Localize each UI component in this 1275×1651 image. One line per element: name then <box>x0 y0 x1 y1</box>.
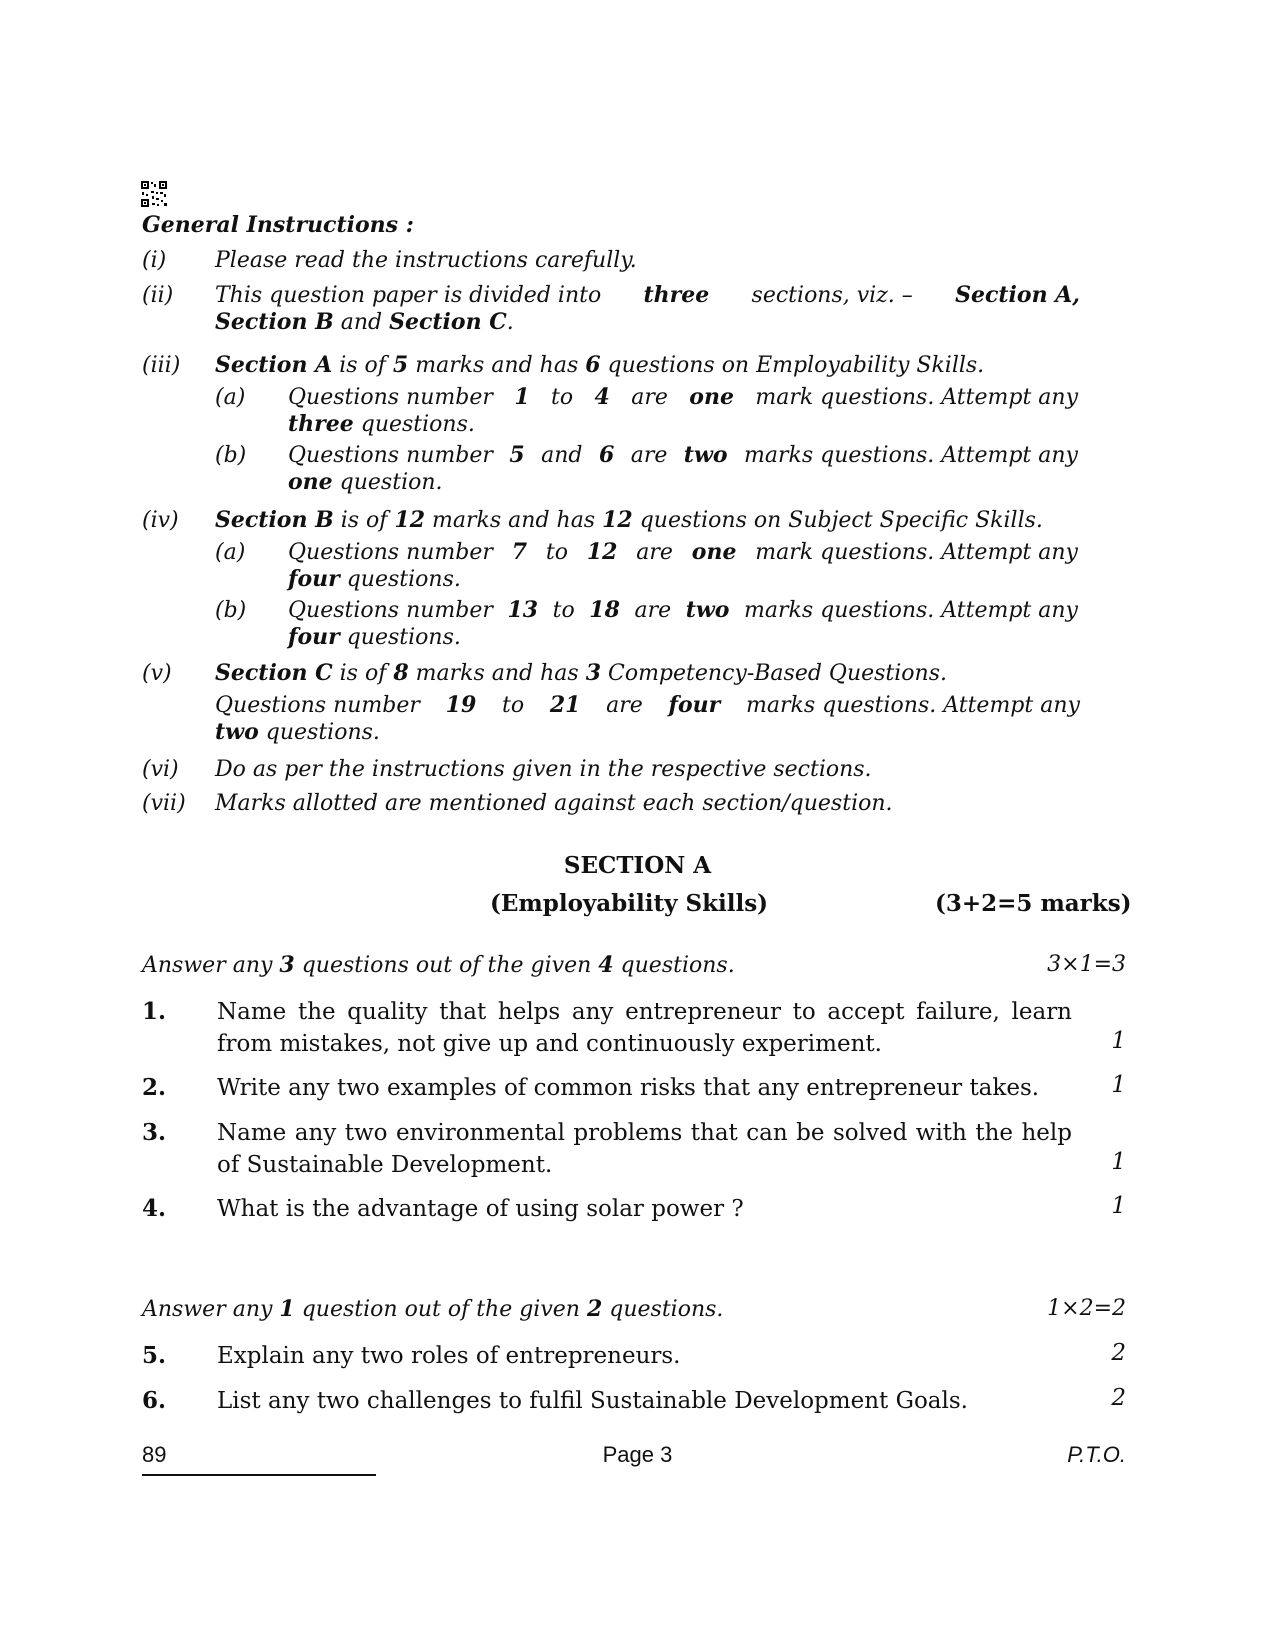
instruction-text <box>215 282 1080 336</box>
text-run: Section A, <box>955 282 1080 308</box>
text-run: are <box>623 443 675 468</box>
text-run: are <box>599 693 650 718</box>
text-run: Questions number <box>288 598 500 623</box>
question-text: Name any two environmental problems that can be solved with the help of Sustainable Development. <box>217 1120 1072 1178</box>
text-run: 4 <box>594 384 610 410</box>
question-number: 1. <box>142 998 167 1025</box>
text-run: is of <box>333 508 395 533</box>
footer-divider <box>142 1474 376 1476</box>
text-run: questions. <box>602 1297 724 1322</box>
text-run: one <box>288 469 333 495</box>
instruction-text: Marks allotted are mentioned against each section/question. <box>215 791 893 816</box>
instruction-number: (a) <box>215 385 246 410</box>
question-text: Name the quality that helps any entrepreneur to accept failure, learn from mistakes, not give up and continuously experiment. <box>217 999 1072 1057</box>
text-run: 13 <box>507 597 539 623</box>
text-run: marks and has <box>408 353 586 378</box>
text-run: 1 <box>279 1296 295 1322</box>
question-number: 4. <box>142 1195 167 1222</box>
instruction-number: (vii) <box>142 791 186 816</box>
instruction-text <box>215 660 1080 746</box>
question-item <box>142 1072 1142 1106</box>
text-run: one <box>691 539 737 565</box>
instruction-text <box>288 442 1078 496</box>
text-run: 8 <box>393 660 409 686</box>
text-run: questions on Subject Specific Skills. <box>632 508 1043 533</box>
text-run: one <box>689 384 734 410</box>
text-run: 4 <box>598 952 614 978</box>
section-title: SECTION A <box>563 852 712 879</box>
text-run: . <box>506 310 514 335</box>
text-run: marks questions. Attempt any <box>739 693 1080 718</box>
question-number: 6. <box>142 1387 167 1414</box>
instruction-number: (a) <box>215 540 246 565</box>
instruction-number: (v) <box>142 661 172 686</box>
group-instruction <box>142 1296 723 1322</box>
text-run: 1 <box>514 384 530 410</box>
question-mark: 1 <box>1111 1193 1126 1219</box>
question-item <box>142 1340 1142 1374</box>
question-item <box>142 996 1142 1066</box>
text-run: 5 <box>509 442 525 468</box>
question-mark: 2 <box>1111 1385 1126 1411</box>
text-run: two <box>215 719 259 745</box>
text-run: questions. <box>353 412 475 437</box>
instruction-number: (iii) <box>142 353 181 378</box>
text-run: questions out of the given <box>294 953 599 978</box>
text-run: This question paper is divided into <box>215 283 609 308</box>
qr-code-icon <box>140 180 168 208</box>
text-run: Competency-Based Questions. <box>601 661 948 686</box>
text-run: to <box>495 693 532 718</box>
text-run: four <box>288 566 340 592</box>
text-run: questions. <box>258 720 380 745</box>
question-text: List any two challenges to fulfil Sustainable Development Goals. <box>217 1388 968 1414</box>
text-run: mark questions. Attempt any <box>748 385 1078 410</box>
text-run: 3 <box>279 952 295 978</box>
question-text: What is the advantage of using solar power ? <box>217 1196 744 1222</box>
text-run: 6 <box>585 352 601 378</box>
text-run: is of <box>332 353 393 378</box>
text-run: are <box>629 540 680 565</box>
text-run: Section B <box>215 309 334 335</box>
text-run: mark questions. Attempt any <box>748 540 1078 565</box>
instruction-text <box>288 384 1078 438</box>
question-mark: 1 <box>1111 1149 1126 1175</box>
group-instruction <box>142 952 735 978</box>
text-run: Section B <box>215 507 334 533</box>
instruction-text <box>215 352 984 379</box>
text-run: and <box>333 310 390 335</box>
instruction-number: (vi) <box>142 757 179 782</box>
question-number: 3. <box>142 1119 167 1146</box>
text-run: three <box>643 282 710 308</box>
paper-code: 89 <box>142 1442 167 1467</box>
text-run: 19 <box>445 692 477 718</box>
text-run: two <box>685 597 730 623</box>
text-run: to <box>545 598 582 623</box>
text-run: 12 <box>586 539 618 565</box>
question-number: 2. <box>142 1074 167 1101</box>
text-run: and <box>534 443 590 468</box>
text-run: Questions number <box>215 693 427 718</box>
text-run: three <box>288 411 354 437</box>
question-mark: 1 <box>1111 1028 1126 1054</box>
section-subtitle: (Employability Skills) <box>490 890 769 917</box>
text-run: 21 <box>549 692 581 718</box>
text-run: to <box>538 540 575 565</box>
text-run: marks questions. Attempt any <box>737 443 1078 468</box>
text-run: sections, viz. – <box>744 283 920 308</box>
text-run: marks questions. Attempt any <box>737 598 1078 623</box>
page-number: Page 3 <box>602 1442 673 1467</box>
text-run: 18 <box>589 597 620 623</box>
question-item <box>142 1117 1142 1187</box>
instruction-number: (i) <box>142 248 167 273</box>
text-run: marks and has <box>408 661 586 686</box>
text-run: Questions number <box>288 385 500 410</box>
text-run: question. <box>332 470 443 495</box>
text-run: 5 <box>392 352 409 378</box>
text-run: 2 <box>586 1296 603 1322</box>
text-run: Questions number <box>288 540 500 565</box>
question-mark: 1 <box>1111 1072 1126 1098</box>
text-run: Section A <box>215 352 333 378</box>
text-run: Answer any <box>142 1297 280 1322</box>
text-run: four <box>288 624 340 650</box>
text-run: two <box>683 442 728 468</box>
text-run: are <box>627 598 679 623</box>
instructions-heading: General Instructions : <box>142 212 414 238</box>
text-run: questions. <box>339 625 461 650</box>
text-run: 7 <box>511 539 528 565</box>
question-text: Write any two examples of common risks that any entrepreneur takes. <box>217 1075 1040 1101</box>
question-item <box>142 1385 1142 1419</box>
text-run: Section C <box>389 309 507 335</box>
text-run: questions on Employability Skills. <box>600 353 985 378</box>
text-run: 6 <box>598 442 615 468</box>
instruction-number: (ii) <box>142 283 174 308</box>
instruction-text <box>288 539 1078 593</box>
text-run: questions. <box>613 953 735 978</box>
instruction-text <box>215 507 1043 534</box>
question-text: Explain any two roles of entrepreneurs. <box>217 1343 681 1369</box>
instruction-text: Do as per the instructions given in the respective sections. <box>215 757 872 782</box>
text-run: Answer any <box>142 953 280 978</box>
text-run: question out of the given <box>294 1297 587 1322</box>
instruction-text <box>288 597 1078 651</box>
instruction-number: (b) <box>215 598 247 623</box>
text-run: are <box>624 385 675 410</box>
question-item <box>142 1193 1142 1227</box>
group-marks: 1×2=2 <box>1047 1296 1126 1321</box>
text-run: questions. <box>339 567 461 592</box>
text-run: four <box>668 692 721 718</box>
text-run: to <box>544 385 581 410</box>
text-run: Section C <box>215 660 333 686</box>
text-run: marks and has <box>425 508 603 533</box>
instruction-number: (b) <box>215 443 247 468</box>
pto-label: P.T.O. <box>1067 1442 1126 1467</box>
instruction-number: (iv) <box>142 508 179 533</box>
group-marks: 3×1=3 <box>1047 952 1126 977</box>
question-mark: 2 <box>1111 1340 1126 1366</box>
instruction-text: Please read the instructions carefully. <box>215 248 637 273</box>
section-marks: (3+2=5 marks) <box>935 890 1132 917</box>
text-run: 12 <box>394 507 426 533</box>
text-run: 3 <box>585 660 601 686</box>
text-run: is of <box>332 661 394 686</box>
text-run: 12 <box>602 507 633 533</box>
question-number: 5. <box>142 1342 167 1369</box>
text-run: Questions number <box>288 443 500 468</box>
